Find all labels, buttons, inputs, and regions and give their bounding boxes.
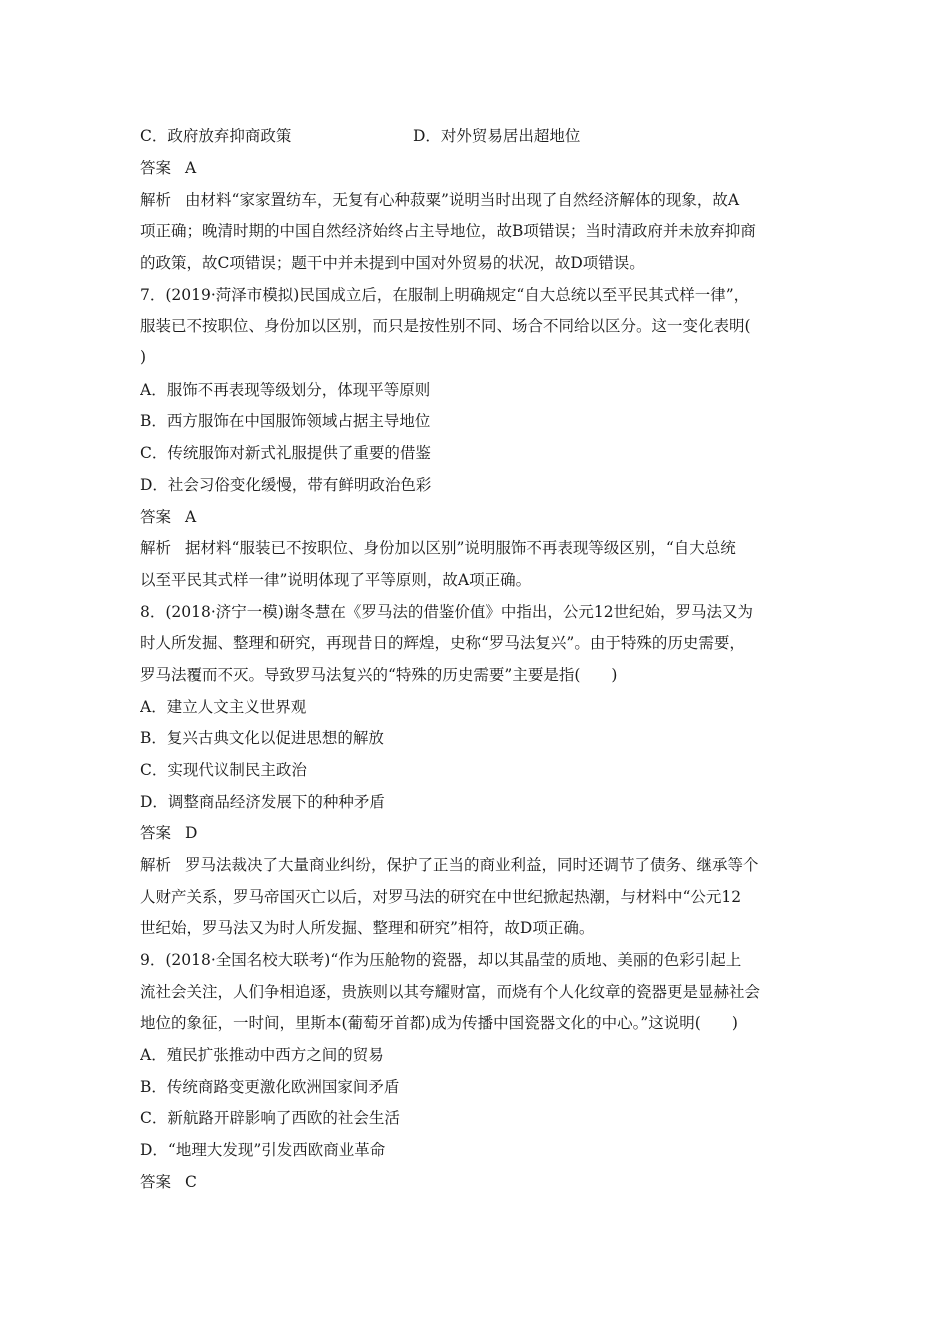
q8-analysis-line-2: 人财产关系，罗马帝国灭亡以后，对罗马法的研究在中世纪掀起热潮，与材料中“公元12 [140,888,742,906]
q8-analysis-line-3: 世纪始，罗马法又为时人所发掘、整理和研究”相符，故D项正确。 [140,919,595,937]
q6-option-d: D．对外贸易居出超地位 [413,127,581,145]
q9-option-c: C．新航路开辟影响了西欧的社会生活 [140,1109,400,1127]
q7-option-c: C．传统服饰对新式礼服提供了重要的借鉴 [140,444,431,462]
analysis-text: 据材料“服装已不按职位、身份加以区别”说明服饰不再表现等级区别，“自大总统 [185,539,736,557]
answer-label: 答案 [140,824,172,842]
analysis-text: 罗马法裁决了大量商业纠纷，保护了正当的商业利益，同时还调节了债务、继承等个 [185,856,759,874]
q7-option-a: A．服饰不再表现等级划分，体现平等原则 [140,381,431,399]
q8-analysis-line-1 [140,855,820,875]
q8-option-d: D．调整商品经济发展下的种种矛盾 [140,793,385,811]
q8-option-a: A．建立人文主义世界观 [140,698,307,716]
q8-stem-line-3: 罗马法覆而不灭。导致罗马法复兴的“特殊的历史需要”主要是指( ) [140,666,618,684]
analysis-label: 解析 [140,856,172,874]
analysis-label: 解析 [140,539,172,557]
q8-answer-line [140,823,820,843]
q7-stem-line-2: 服装已不按职位、身份加以区别，而只是按性别不同、场合不同给以区分。这一变化表明( [140,317,751,335]
analysis-text: 由材料“家家置纺车，无复有心种菽粟”说明当时出现了自然经济解体的现象，故A [185,191,740,209]
q9-answer-line [140,1172,820,1192]
q9-option-a: A．殖民扩张推动中西方之间的贸易 [140,1046,384,1064]
q8-stem-line-1: 8．(2018·济宁一模)谢冬慧在《罗马法的借鉴价值》中指出，公元12世纪始，罗马法又为 [140,603,754,621]
analysis-label: 解析 [140,191,172,209]
q7-option-d: D．社会习俗变化缓慢，带有鲜明政治色彩 [140,476,432,494]
q7-analysis-line-2: 以至平民其式样一律”说明体现了平等原则，故A项正确。 [140,571,532,589]
answer-value: D [185,824,198,842]
q6-analysis-line-1 [140,190,820,210]
q6-answer-line [140,158,820,178]
q7-stem-line-1: 7．(2019·菏泽市模拟)民国成立后，在服制上明确规定“自大总统以至平民其式样一律”， [140,286,750,304]
answer-label: 答案 [140,159,172,177]
q7-stem-line-3: ) [140,348,147,366]
q7-answer-line [140,507,820,527]
q8-stem-line-2: 时人所发掘、整理和研究，再现昔日的辉煌，史称“罗马法复兴”。由于特殊的历史需要， [140,634,745,652]
answer-label: 答案 [140,508,172,526]
q9-stem-line-3: 地位的象征，一时间，里斯本(葡萄牙首都)成为传播中国瓷器文化的中心。”这说明( ) [140,1014,738,1032]
q6-option-c: C．政府放弃抑商政策 [140,127,292,145]
q8-option-b: B．复兴古典文化以促进思想的解放 [140,729,384,747]
answer-value: C [185,1173,197,1191]
q7-option-b: B．西方服饰在中国服饰领域占据主导地位 [140,412,431,430]
answer-label: 答案 [140,1173,172,1191]
q9-stem-line-2: 流社会关注，人们争相追逐，贵族则以其夸耀财富，而烧有个人化纹章的瓷器更是显赫社会 [140,983,761,1001]
answer-value: A [185,159,197,177]
answer-value: A [185,508,197,526]
q6-analysis-line-2: 项正确；晚清时期的中国自然经济始终占主导地位，故B项错误；当时清政府并未放弃抑商 [140,222,756,240]
q6-analysis-line-3: 的政策，故C项错误；题干中并未提到中国对外贸易的状况，故D项错误。 [140,254,645,272]
q9-stem-line-1: 9．(2018·全国名校大联考)“作为压舱物的瓷器，却以其晶莹的质地、美丽的色彩引起上 [140,951,742,969]
q9-option-b: B．传统商路变更激化欧洲国家间矛盾 [140,1078,400,1096]
q8-option-c: C．实现代议制民主政治 [140,761,307,779]
q7-analysis-line-1 [140,538,820,558]
q9-option-d: D．“地理大发现”引发西欧商业革命 [140,1141,386,1159]
